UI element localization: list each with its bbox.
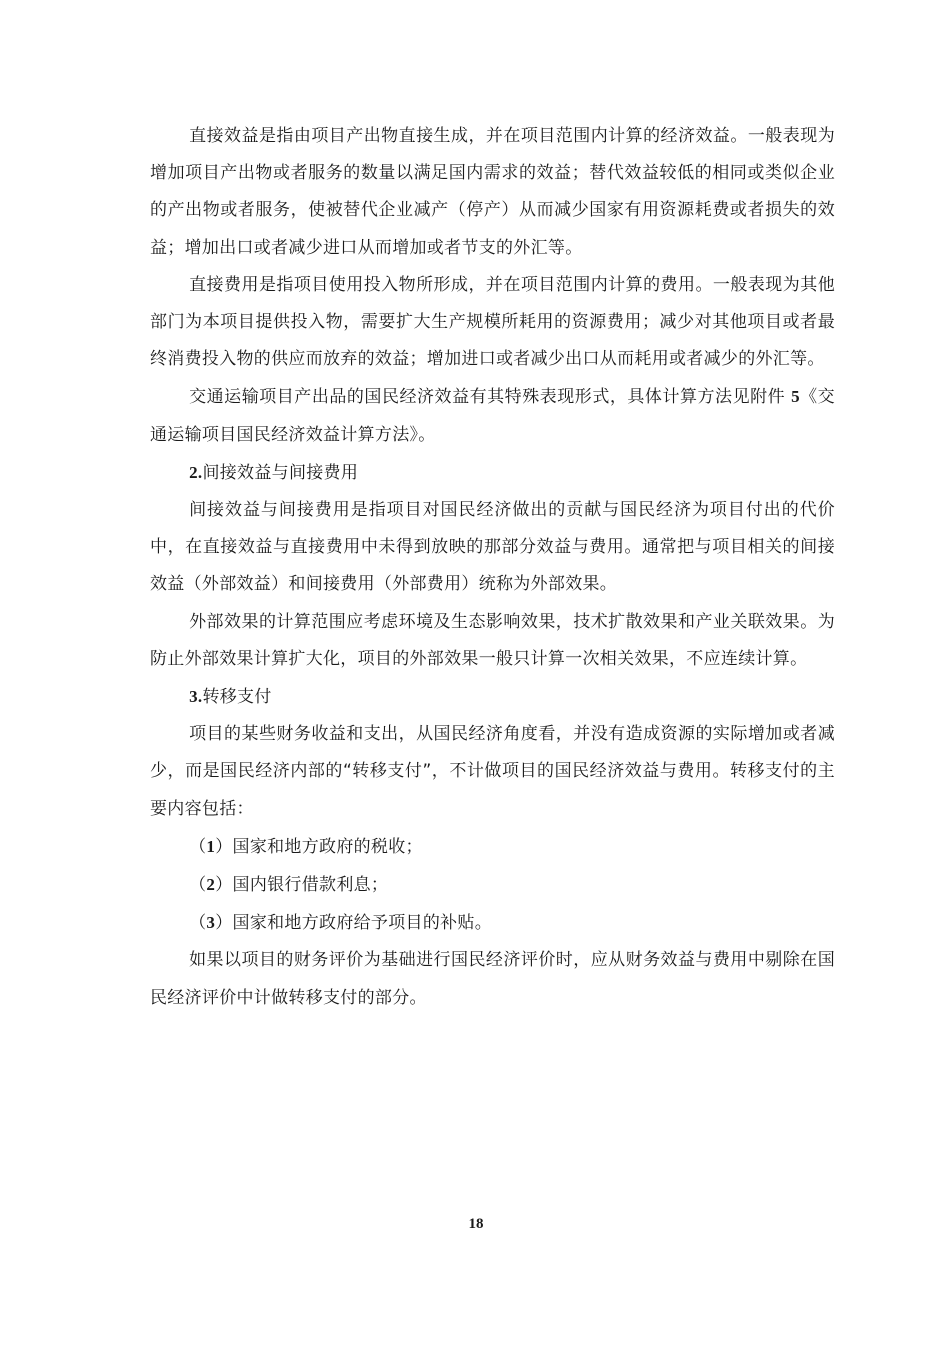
indirect-heading-number: 2. bbox=[189, 462, 203, 482]
direct-cost-paragraph: 直接费用是指项目使用投入物所形成，并在项目范围内计算的费用。一般表现为其他部门为本项目提供投入物，需要扩大生产规模所耗用的资源费用；减少对其他项目或者最终消费投入物的供应而放弃的效益；增加进口或者减少出口从而耗用或者减少的外汇等。 bbox=[150, 274, 835, 370]
indirect-paragraph-2: 外部效果的计算范围应考虑环境及生态影响效果，技术扩散效果和产业关联效果。为防止外部效果计算扩大化，项目的外部效果一般只计算一次相关效果，不应连续计算。 bbox=[150, 611, 835, 669]
list-item bbox=[150, 866, 835, 904]
list-item-text: 国内银行借款利息； bbox=[232, 875, 389, 896]
list-item-open: （ bbox=[189, 875, 207, 896]
list-item bbox=[150, 904, 835, 942]
list-item-number: 1 bbox=[206, 836, 216, 856]
transfer-heading-number: 3. bbox=[189, 687, 203, 707]
transport-text-b: 《交通运输项目国民经济效益计算方法》。 bbox=[150, 387, 835, 445]
transfer-paragraph-2: 如果以项目的财务评价为基础进行国民经济评价时，应从财务效益与费用中剔除在国民经济评价中计做转移支付的部分。 bbox=[150, 950, 835, 1008]
list-item-open: （ bbox=[189, 836, 207, 857]
list-item-close: ） bbox=[215, 836, 233, 857]
annex-number: 5 bbox=[791, 387, 800, 407]
indirect-heading-text: 间接效益与间接费用 bbox=[202, 462, 359, 483]
list-item-number: 2 bbox=[206, 875, 216, 895]
transport-benefit-paragraph bbox=[150, 378, 835, 453]
list-item-text: 国家和地方政府的税收； bbox=[232, 836, 423, 857]
transport-text-a: 交通运输项目产出品的国民经济效益有其特殊表现形式，具体计算方法见附件 bbox=[189, 387, 786, 408]
indirect-heading bbox=[150, 454, 835, 492]
transfer-paragraph-1: 项目的某些财务收益和支出，从国民经济角度看，并没有造成资源的实际增加或者减少，而是国民经济内部的“转移支付”，不计做项目的国民经济效益与费用。转移支付的主要内容包括： bbox=[150, 724, 835, 819]
page-number: 18 bbox=[468, 1216, 484, 1232]
list-item-open: （ bbox=[189, 913, 207, 934]
indirect-paragraph-1: 间接效益与间接费用是指项目对国民经济做出的贡献与国民经济为项目付出的代价中，在直接效益与直接费用中未得到放映的那部分效益与费用。通常把与项目相关的间接效益（外部效益）和间接费用（外部费用）统称为外部效果。 bbox=[150, 500, 835, 595]
transfer-heading-text: 转移支付 bbox=[202, 687, 272, 708]
list-item-number: 3 bbox=[206, 913, 216, 933]
list-item-close: ） bbox=[215, 875, 233, 896]
transfer-heading bbox=[150, 678, 835, 716]
list-item-text: 国家和地方政府给予项目的补贴。 bbox=[232, 913, 493, 934]
list-item-close: ） bbox=[215, 913, 233, 934]
document-body bbox=[150, 118, 835, 1017]
list-item bbox=[150, 828, 835, 866]
direct-benefit-paragraph: 直接效益是指由项目产出物直接生成，并在项目范围内计算的经济效益。一般表现为增加项目产出物或者服务的数量以满足国内需求的效益；替代效益较低的相同或类似企业的产出物或者服务，使被替代企业减产（停产）从而减少国家有用资源耗费或者损失的效益；增加出口或者减少进口从而增加或者节支的外汇等。 bbox=[150, 126, 835, 258]
